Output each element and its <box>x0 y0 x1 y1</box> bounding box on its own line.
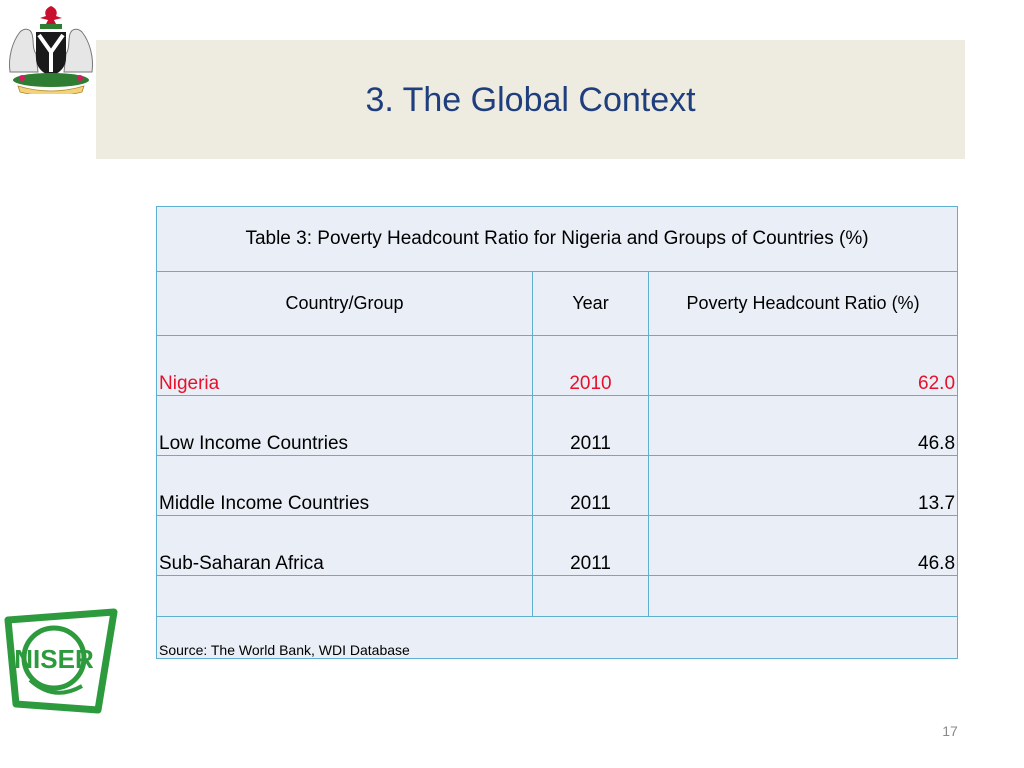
row-year: 2011 <box>533 396 649 456</box>
table-header-row <box>157 272 958 336</box>
row-country: Middle Income Countries <box>157 456 533 516</box>
row-country: Nigeria <box>157 336 533 396</box>
table-caption-row <box>157 207 958 272</box>
table-caption: Table 3: Poverty Headcount Ratio for Nigeria and Groups of Countries (%) <box>157 207 958 272</box>
table-empty-row <box>157 576 958 617</box>
table-row <box>157 396 958 456</box>
header-country-group: Country/Group <box>157 272 533 336</box>
row-value: 13.7 <box>649 456 958 516</box>
header-year: Year <box>533 272 649 336</box>
row-value: 46.8 <box>649 516 958 576</box>
slide-title: 3. The Global Context <box>365 81 696 119</box>
poverty-table <box>156 206 958 659</box>
slide-number: 17 <box>942 723 958 739</box>
row-country: Low Income Countries <box>157 396 533 456</box>
row-year: 2011 <box>533 516 649 576</box>
row-year: 2010 <box>533 336 649 396</box>
coat-of-arms-logo <box>2 2 100 94</box>
table-row <box>157 336 958 396</box>
empty-cell <box>157 576 533 617</box>
table-row <box>157 456 958 516</box>
header-poverty-ratio: Poverty Headcount Ratio (%) <box>649 272 958 336</box>
row-value: 46.8 <box>649 396 958 456</box>
empty-cell <box>649 576 958 617</box>
table-source-row <box>157 617 958 659</box>
niser-logo-text: NISER <box>14 644 94 674</box>
empty-cell <box>533 576 649 617</box>
row-year: 2011 <box>533 456 649 516</box>
row-country: Sub-Saharan Africa <box>157 516 533 576</box>
title-band <box>96 40 965 159</box>
niser-logo <box>2 606 120 718</box>
row-value: 62.0 <box>649 336 958 396</box>
table-row <box>157 516 958 576</box>
table-source: Source: The World Bank, WDI Database <box>157 617 958 659</box>
